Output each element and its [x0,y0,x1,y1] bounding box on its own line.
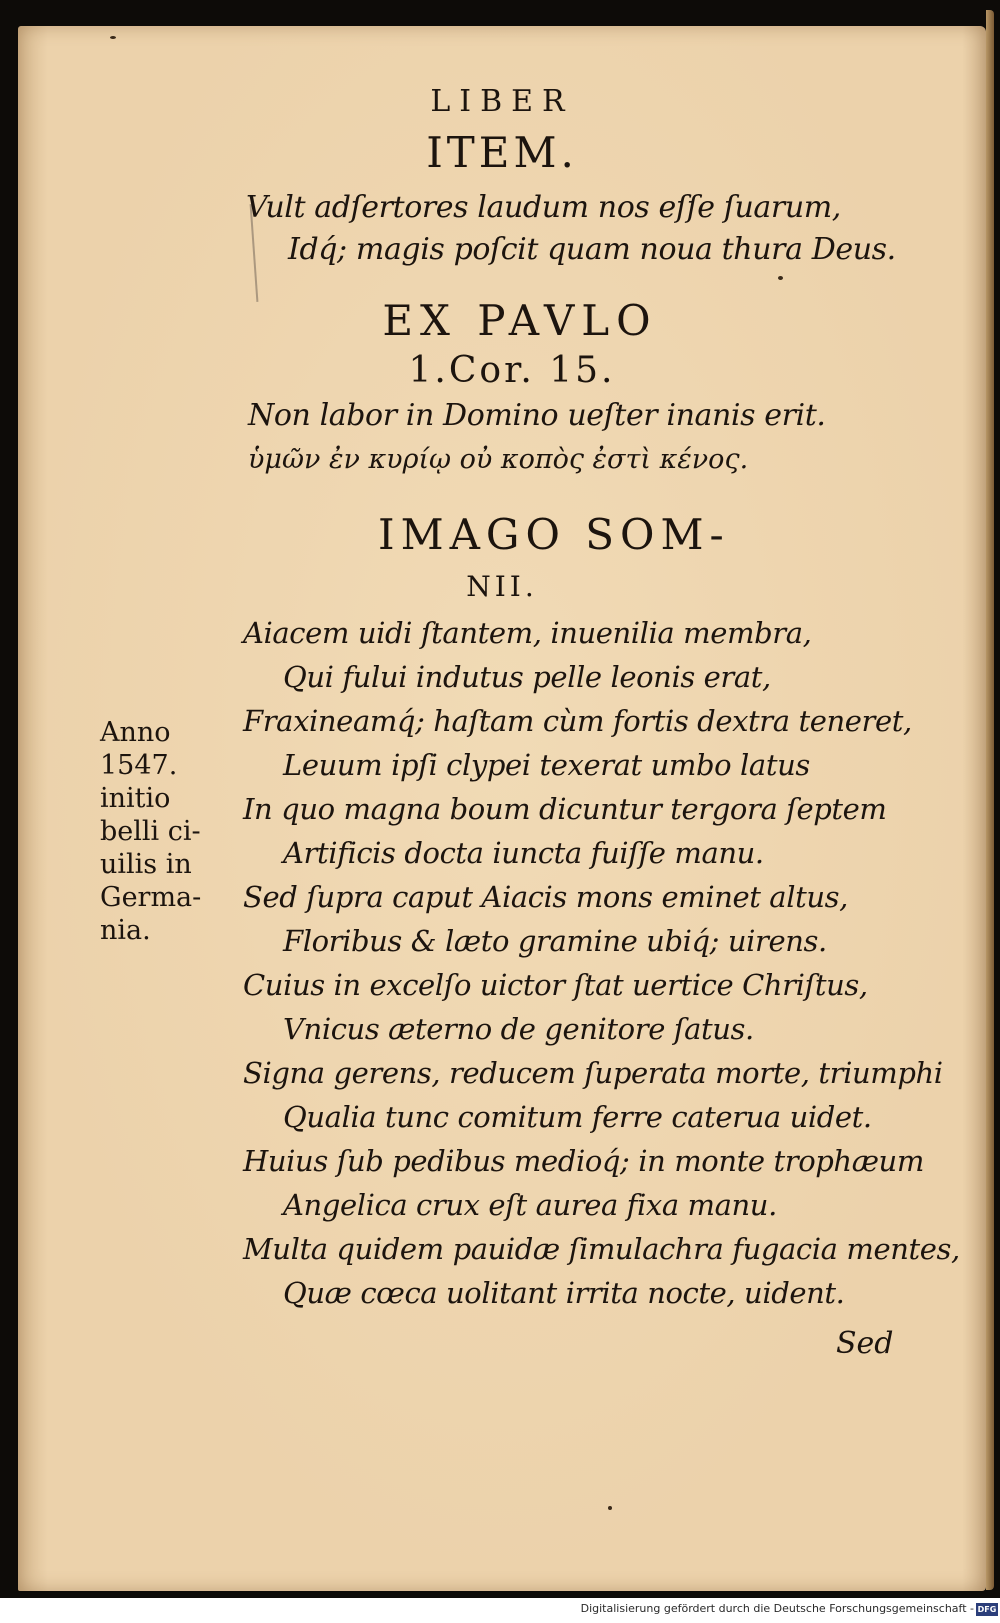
latin-verse: Non labor in Domino ueſter inanis erit. [248,398,826,433]
marginal-line: Anno [100,717,171,748]
poem-line: Qui fului indutus pelle leonis erat, [283,660,771,694]
page-edge [986,10,994,1590]
poem-line: Huius ſub pedibus medioq́; in monte trophæum [243,1144,924,1178]
poem-line: Signa gerens, reducem ſuperata morte, triumphi [243,1056,943,1090]
catchword: Sed [836,1326,894,1361]
ink-speck [608,1506,612,1510]
ink-speck [778,276,783,280]
marginal-line: belli ci- [100,816,201,847]
poem-line: Angelica crux eſt aurea fixa manu. [283,1188,777,1222]
poem-line: Fraxineamq́; haſtam cùm fortis dextra teneret, [243,704,912,738]
section-title-ex-paulo: EX PAVLO [382,296,658,345]
poem-line: Floribus & læto gramine ubiq́; uirens. [283,924,827,958]
poem-line: Artificis docta iuncta fuiſſe manu. [283,836,764,870]
section-title-imago-cont: NII. [466,570,538,603]
running-head: LIBER [430,84,574,119]
poem-line: Leuum ipſi clypei texerat umbo latus [283,748,810,782]
poem-line: Multa quidem pauidæ ſimulachra fugacia mentes, [243,1232,960,1266]
poem-line: Vnicus æterno de genitore ſatus. [283,1012,754,1046]
greek-verse: ὑμῶν ἐν κυρίῳ οὐ κοπὸς ἐστὶ κένος. [248,444,749,475]
verse-line: Idq́; magis poſcit quam noua thura Deus. [288,232,896,267]
poem-line: In quo magna boum dicuntur tergora ſeptem [243,792,887,826]
scripture-reference: 1.Cor. 15. [408,350,616,391]
poem-line: Sed ſupra caput Aiacis mons eminet altus, [243,880,848,914]
marginal-line: nia. [100,915,151,946]
marginal-line: 1547. [100,750,178,781]
marginal-line: initio [100,783,171,814]
poem-line: Qualia tunc comitum ferre caterua uidet. [283,1100,872,1134]
dfg-logo: DFG [977,1605,997,1614]
marginal-line: uilis in [100,849,192,880]
book-page [18,26,986,1591]
section-title-imago: IMAGO SOM- [378,510,730,559]
footer-bar [0,1600,1000,1623]
marginal-note [100,716,201,947]
poem-line: Aiacem uidi ſtantem, inuenilia membra, [243,616,812,650]
footer-credit: Digitalisierung gefördert durch die Deutsche Forschungsgemeinschaft - [580,1602,974,1615]
verse-line: Vult adſertores laudum nos eſſe ſuarum, [246,190,841,225]
marginal-line: Germa- [100,882,202,913]
poem-line: Cuius in excelſo uictor ſtat uertice Chriſtus, [243,968,868,1002]
poem-line: Quæ cœca uolitant irrita nocte, uident. [283,1276,845,1310]
ink-speck [110,36,116,39]
section-title-item: ITEM. [426,128,578,177]
